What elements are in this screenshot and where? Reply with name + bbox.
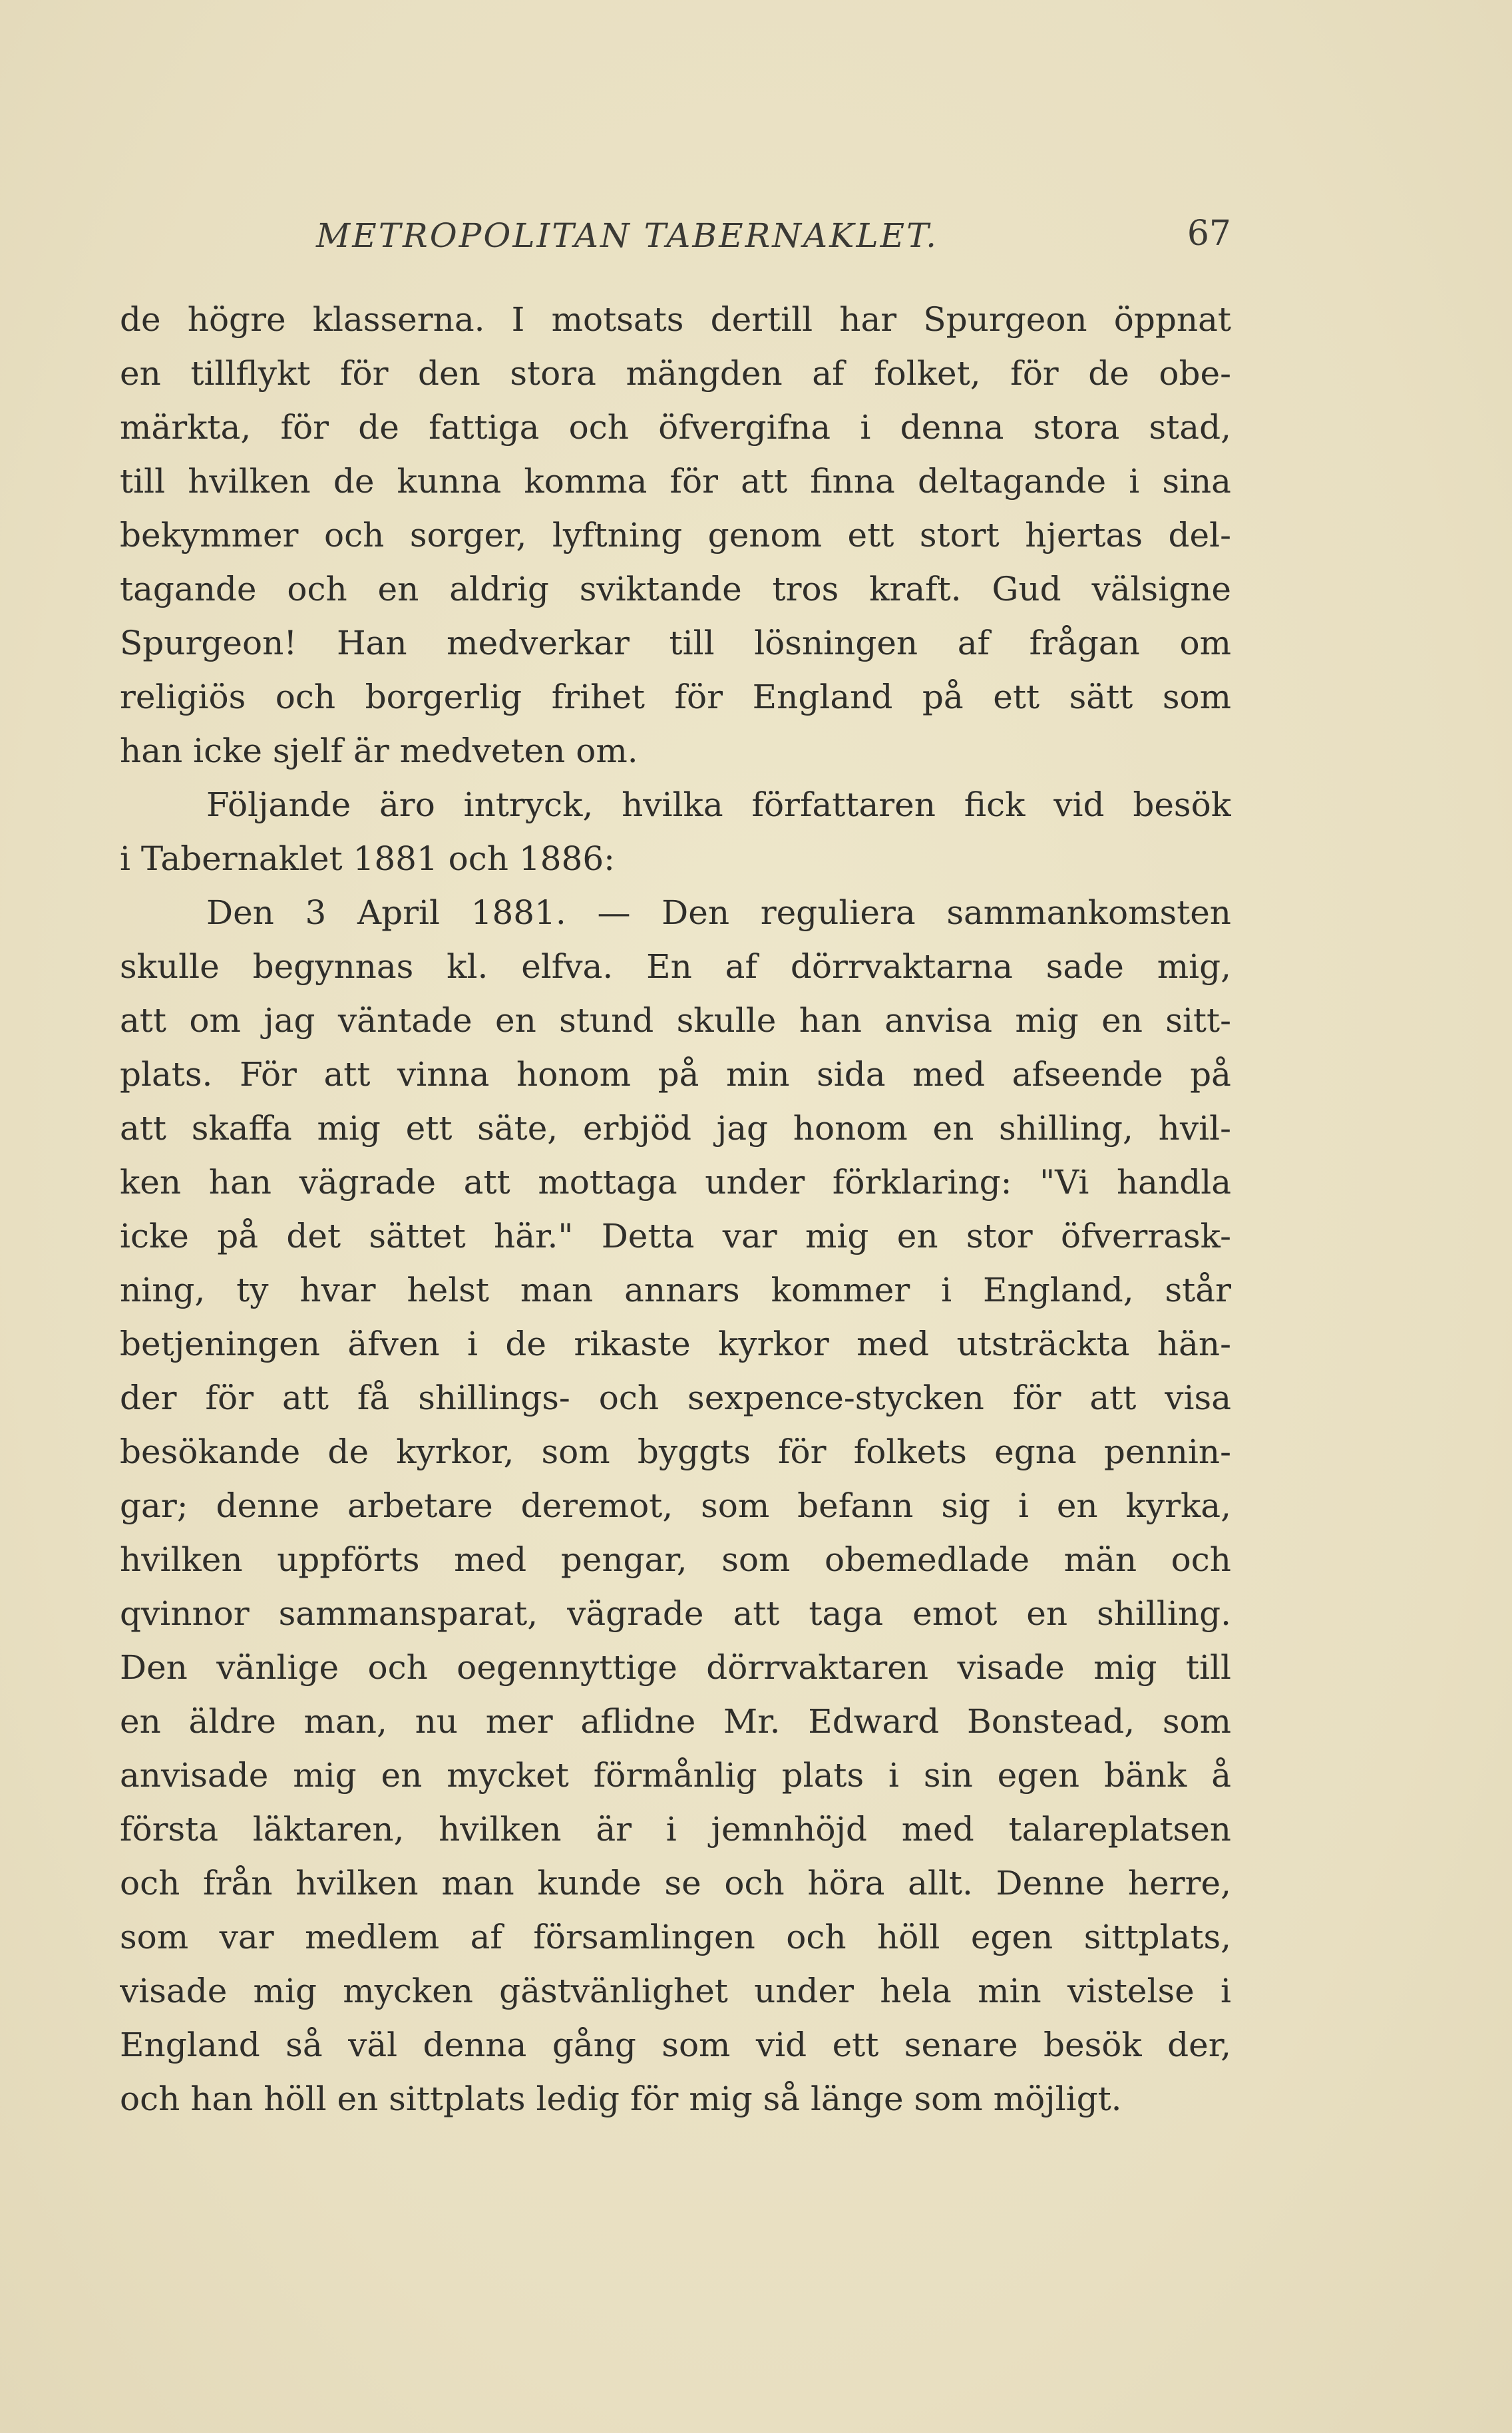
text-line: Spurgeon! Han medverkar till lösningen af frågan om <box>120 624 1231 662</box>
text-line: visade mig mycken gästvänlighet under hela min vistelse i <box>120 1972 1231 2010</box>
text-line: Följande äro intryck, hvilka författaren fick vid besök <box>206 785 1231 824</box>
text-line: icke på det sättet här." Detta var mig en stor öfverrask- <box>120 1217 1231 1255</box>
text-line: och han höll en sittplats ledig för mig så länge som möjligt. <box>120 2080 1122 2118</box>
text-line: att om jag väntade en stund skulle han anvisa mig en sitt- <box>120 1001 1231 1040</box>
text-line: skulle begynnas kl. elfva. En af dörrvaktarna sade mig, <box>120 947 1231 986</box>
page-number: 67 <box>1187 214 1231 254</box>
text-line: han icke sjelf är medveten om. <box>120 732 638 770</box>
text-line: der för att få shillings- och sexpence-stycken för att visa <box>120 1379 1231 1417</box>
text-line: till hvilken de kunna komma för att finna deltagande i sina <box>120 462 1231 501</box>
text-line: en äldre man, nu mer aflidne Mr. Edward Bonstead, som <box>120 1702 1231 1741</box>
text-line: hvilken uppförts med pengar, som obemedlade män och <box>120 1540 1231 1579</box>
text-line: England så väl denna gång som vid ett senare besök der, <box>120 2026 1231 2064</box>
body-text <box>120 293 1231 2126</box>
text-line: anvisade mig en mycket förmånlig plats i sin egen bänk å <box>120 1756 1231 1795</box>
text-line: i Tabernaklet 1881 och 1886: <box>120 839 615 878</box>
text-line: första läktaren, hvilken är i jemnhöjd med talareplatsen <box>120 1810 1231 1849</box>
text-line: besökande de kyrkor, som byggts för folkets egna pennin- <box>120 1433 1231 1471</box>
text-line: bekymmer och sorger, lyftning genom ett stort hjertas del- <box>120 516 1231 554</box>
running-title: METROPOLITAN TABERNAKLET. <box>316 216 939 255</box>
text-line: de högre klasserna. I motsats dertill har Spurgeon öppnat <box>120 300 1231 339</box>
text-line: betjeningen äfven i de rikaste kyrkor med utsträckta hän- <box>120 1325 1231 1363</box>
text-line: att skaffa mig ett säte, erbjöd jag honom en shilling, hvil- <box>120 1109 1231 1148</box>
text-line: Den 3 April 1881. — Den reguliera sammankomsten <box>206 893 1231 932</box>
text-line: gar; denne arbetare deremot, som befann sig i en kyrka, <box>120 1486 1231 1525</box>
text-line: som var medlem af församlingen och höll egen sittplats, <box>120 1918 1231 1956</box>
text-line: plats. För att vinna honom på min sida med afseende på <box>120 1055 1231 1094</box>
text-line: ken han vägrade att mottaga under förklaring: "Vi handla <box>120 1163 1231 1202</box>
text-line: en tillflykt för den stora mängden af folket, för de obe- <box>120 354 1231 393</box>
text-line: religiös och borgerlig frihet för England på ett sätt som <box>120 678 1231 716</box>
text-line: Den vänlige och oegennyttige dörrvaktaren visade mig till <box>120 1648 1231 1687</box>
text-line: tagande och en aldrig sviktande tros kraft. Gud välsigne <box>120 570 1231 608</box>
text-line: qvinnor sammansparat, vägrade att taga emot en shilling. <box>120 1594 1231 1633</box>
page-header <box>120 216 1231 270</box>
text-line: ning, ty hvar helst man annars kommer i England, står <box>120 1271 1231 1309</box>
text-line: och från hvilken man kunde se och höra allt. Denne herre, <box>120 1864 1231 1902</box>
text-line: märkta, för de fattiga och öfvergifna i denna stora stad, <box>120 408 1231 447</box>
